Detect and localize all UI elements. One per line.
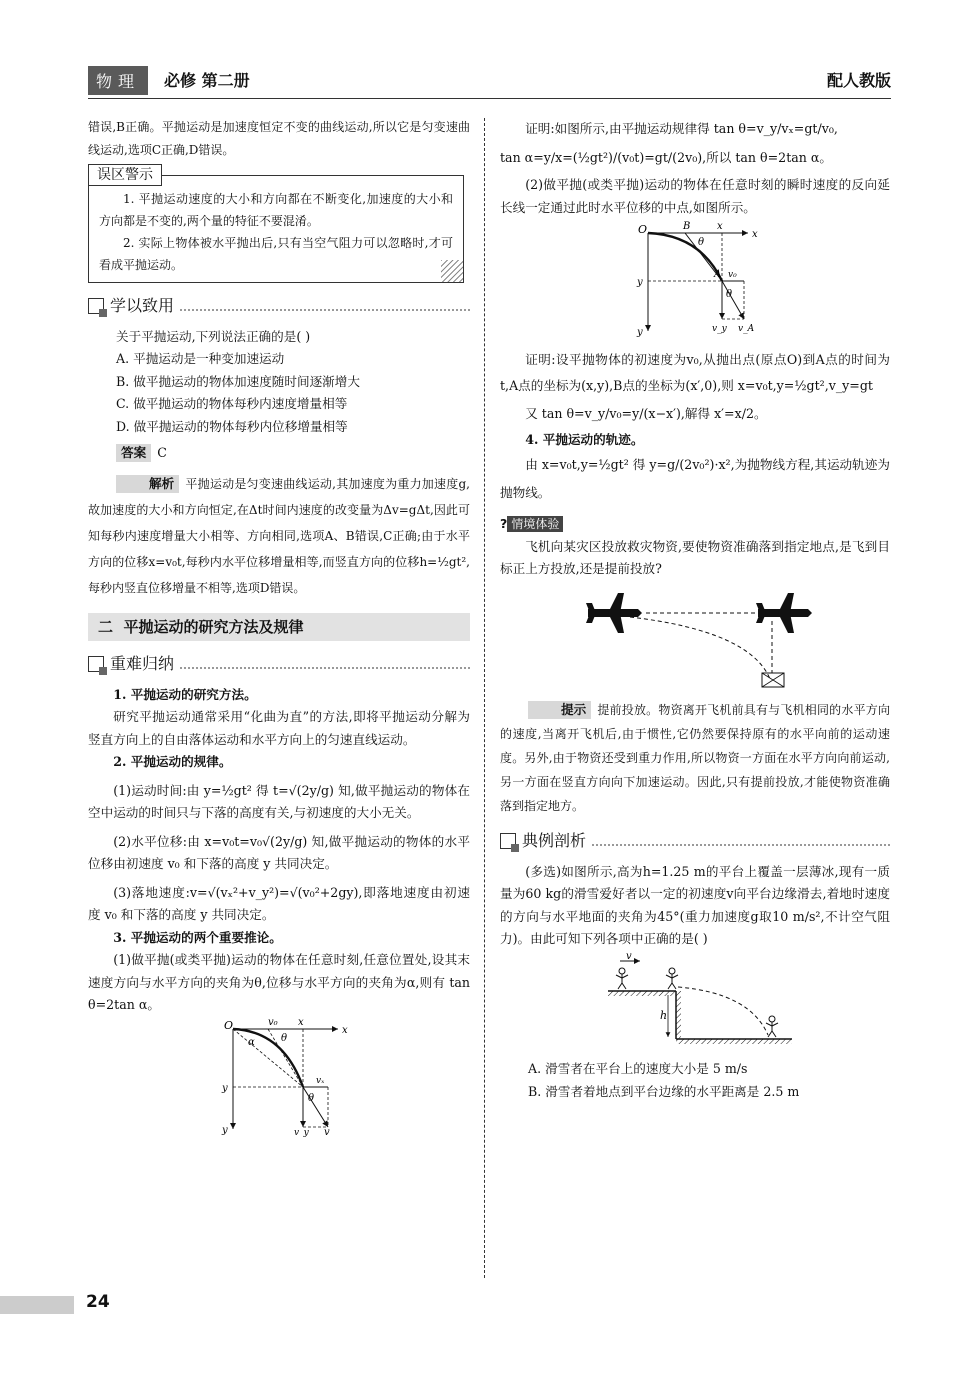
point-1-text: 研究平抛运动通常采用“化曲为直”的方法,即将平抛运动分解为竖直方向上的自由落体运动和水平方向上的匀速直线运动。 xyxy=(88,709,470,747)
option-d: D. 做平抛运动的物体每秒内位移增量相等 xyxy=(116,418,348,434)
point-2-title: 2. 平抛运动的规律。 xyxy=(113,754,232,769)
proof-2-cont: 又 tan θ=v_y/v₀=y/(x−x′),解得 x′=x/2。 xyxy=(525,405,767,421)
scenario-tag-line xyxy=(500,513,890,536)
hint-text: 提前投放。物资离开飞机前具有与飞机相同的水平方向的速度,当离开飞机后,由于惯性,它仍然要保持原有的水平向前的运动速度。另外,由于物资还受到重力作用,所以物资一方面在水平方向向前运动,另一方面在竖直方向向下加速运动。因此,只有提前投放,才能使物资准确落到指定地方。 xyxy=(500,703,890,813)
proof-2: 证明:设平抛物体的初速度为v₀,从抛出点(原点O)到A点的时间为t,A点的坐标为(x,y),B点的坐标为(x′,0),则 x=v₀t,y=½gt²,v_y=gt xyxy=(500,351,890,393)
figure-midpoint xyxy=(500,219,890,339)
label-theta-top: θ xyxy=(698,237,705,248)
analysis-text: 平抛运动是匀变速曲线运动,其加速度为重力加速度g,故加速度的大小和方向恒定,在Δt时间内速度的改变量为Δv=gΔt,因此可知每秒内速度增量大小相等、方向相同,选项A、B错误,C正确;由于水平方向的位移x=v₀t,每秒内水平位移增量相等,而竖直方向的位移h=½gt²,每秒内竖直位移增量不相等,选项D错误。 xyxy=(88,476,470,595)
hint xyxy=(500,698,890,818)
section-dotted-line xyxy=(180,667,470,669)
label-O: O xyxy=(224,1018,234,1032)
scenario-text: 飞机向某灾区投放救灾物资,要使物资准确落到指定地点,是飞到目标正上方投放,还是提前投放? xyxy=(500,538,890,576)
figure-angle-relation xyxy=(88,1017,470,1137)
label-v0: v₀ xyxy=(268,1016,278,1028)
point-2-1: (1)运动时间:由 y=½gt² 得 t=√(2y/g) 知,做平抛运动的物体在空中运动的时间只与下落的高度有关,与初速度的大小无关。 xyxy=(88,782,470,820)
right-column xyxy=(500,116,890,1103)
warning-box xyxy=(88,167,464,283)
label-x-top: x xyxy=(298,1016,304,1028)
option-b: B. 做平抛运动的物体加速度随时间逐渐增大 xyxy=(116,373,360,389)
example-question: (多选)如图所示,高为h=1.25 m的平台上覆盖一层薄冰,现有一质量为60 kg的滑雪爱好者以一定的初速度v向平台边缘滑去,着地时速度的方向与水平地面的夹角为45°(重力加速度g取10 m/s²,不计空气阻力)。由此可知下列各项中正确的是( ) xyxy=(500,863,890,946)
section-dotted-line xyxy=(180,309,470,311)
answer-line xyxy=(88,442,470,465)
question-mark-icon: ? xyxy=(500,516,508,531)
section-dotted-line xyxy=(592,844,890,846)
left-column xyxy=(88,116,470,1144)
analysis-label: 解析 xyxy=(116,475,179,493)
supply-crate-icon xyxy=(762,673,784,687)
scenario-tag: 情境体验 xyxy=(507,516,563,532)
column-divider xyxy=(484,118,485,1278)
edition-label: 配人教版 xyxy=(826,71,891,90)
label-y: y xyxy=(637,277,643,288)
label-A: A xyxy=(714,269,722,280)
section-heading-key-points xyxy=(88,653,470,676)
option-c: C. 做平抛运动的物体每秒内速度增量相等 xyxy=(116,396,348,411)
question-stem: 关于平抛运动,下列说法正确的是( ) xyxy=(116,328,311,344)
hint-label: 提示 xyxy=(528,701,591,719)
label-y-axis: y xyxy=(637,327,643,338)
analysis xyxy=(88,471,470,601)
figure-airdrop xyxy=(500,581,890,691)
label-y-axis: y xyxy=(222,1124,228,1136)
label-x-axis: x xyxy=(752,229,758,240)
label-x-axis: x xyxy=(342,1024,348,1036)
section-box-icon xyxy=(88,656,104,672)
major-section-title: 平抛运动的研究方法及规律 xyxy=(123,617,304,636)
page-header xyxy=(88,60,891,99)
warning-point-1: 1. 平抛运动速度的大小和方向都在不断变化,加速度的大小和方向都是不变的,两个量的特征不要混淆。 xyxy=(99,192,453,228)
answer-value: C xyxy=(157,445,167,460)
warning-tag: 误区警示 xyxy=(88,164,162,186)
figure-skier xyxy=(500,951,890,1051)
airplane-icon-left xyxy=(586,593,642,633)
answer-label: 答案 xyxy=(116,444,151,462)
section-title: 重难归纳 xyxy=(110,654,175,673)
example-option-b: B. 滑雪者着地点到平台边缘的水平距离是 2.5 m xyxy=(528,1083,800,1099)
point-4-text: 由 x=v₀t,y=½gt² 得 y=g/(2v₀²)·x²,为抛物线方程,其运动轨迹为抛物线。 xyxy=(500,457,890,500)
label-O: O xyxy=(638,223,648,236)
label-h: h xyxy=(660,1008,668,1022)
label-theta-top: θ xyxy=(281,1032,288,1044)
footer-bar xyxy=(0,1296,74,1314)
proof-1: 证明:如图所示,由平抛运动规律得 tan θ=v_y/vₓ=gt/v₀, xyxy=(525,121,838,136)
label-vy: v_y xyxy=(712,324,727,334)
point-3-title: 3. 平抛运动的两个重要推论。 xyxy=(113,929,282,945)
label-theta: θ xyxy=(308,1092,315,1104)
point-1-title: 1. 平抛运动的研究方法。 xyxy=(113,686,257,702)
section-title: 学以致用 xyxy=(110,296,175,315)
label-B: B xyxy=(683,221,691,232)
corner-decoration xyxy=(441,260,463,282)
page-number: 24 xyxy=(86,1292,110,1312)
example-option-a: A. 滑雪者在平台上的速度大小是 5 m/s xyxy=(528,1061,748,1076)
airplane-icon-right xyxy=(756,593,812,633)
point-2-3: (3)落地速度:v=√(vₓ²+v_y²)=√(v₀²+2gy),即落地速度由初速度 v₀ 和下落的高度 y 共同决定。 xyxy=(88,884,470,922)
proof-1-cont: tan α=y/x=(½gt²)/(v₀t)=gt/(2v₀),所以 tan θ=2tan α。 xyxy=(500,150,832,165)
label-x-top: x xyxy=(717,221,723,232)
warning-point-2: 2. 实际上物体被水平抛出后,只有当空气阻力可以忽略时,才可看成平抛运动。 xyxy=(99,236,453,272)
major-section-number: 二 xyxy=(98,617,114,636)
label-vy: v_y xyxy=(294,1127,309,1137)
label-vx: vₓ xyxy=(316,1075,325,1086)
intro-text: 错误,B正确。平抛运动是加速度恒定不变的曲线运动,所以它是匀变速曲线运动,选项C正确,D错误。 xyxy=(88,120,470,157)
option-a: A. 平抛运动是一种变加速运动 xyxy=(116,351,285,366)
skier-icon-start xyxy=(616,968,628,989)
label-v0: v₀ xyxy=(728,270,737,280)
section-box-icon xyxy=(88,298,104,314)
label-v: v xyxy=(324,1126,330,1137)
major-section-heading xyxy=(88,613,470,642)
label-v: v xyxy=(626,950,632,962)
subject-label: 物理 xyxy=(88,66,148,95)
section-box-icon xyxy=(500,833,516,849)
point-4-title: 4. 平抛运动的轨迹。 xyxy=(525,431,644,447)
section-heading-examples xyxy=(500,830,890,853)
section-title: 典例剖析 xyxy=(522,831,587,850)
book-title: 必修 第二册 xyxy=(164,71,250,90)
corollary-2: (2)做平抛(或类平抛)运动的物体在任意时刻的瞬时速度的反向延长线一定通过此时水平位移的中点,如图所示。 xyxy=(500,177,890,215)
label-vA: v_A xyxy=(738,324,755,334)
section-heading-practice xyxy=(88,295,470,318)
label-theta: θ xyxy=(726,289,733,300)
skier-icon-edge xyxy=(666,968,678,989)
point-3-1: (1)做平抛(或类平抛)运动的物体在任意时刻,任意位置处,设其末速度方向与水平方向的夹角为θ,位移与水平方向的夹角为α,则有 tan θ=2tan α。 xyxy=(88,952,470,1012)
label-alpha: α xyxy=(248,1036,255,1048)
point-2-2: (2)水平位移:由 x=v₀t=v₀√(2y/g) 知,做平抛运动的物体的水平位移由初速度 v₀ 和下落的高度 y 共同决定。 xyxy=(88,833,470,871)
label-y: y xyxy=(222,1082,228,1094)
